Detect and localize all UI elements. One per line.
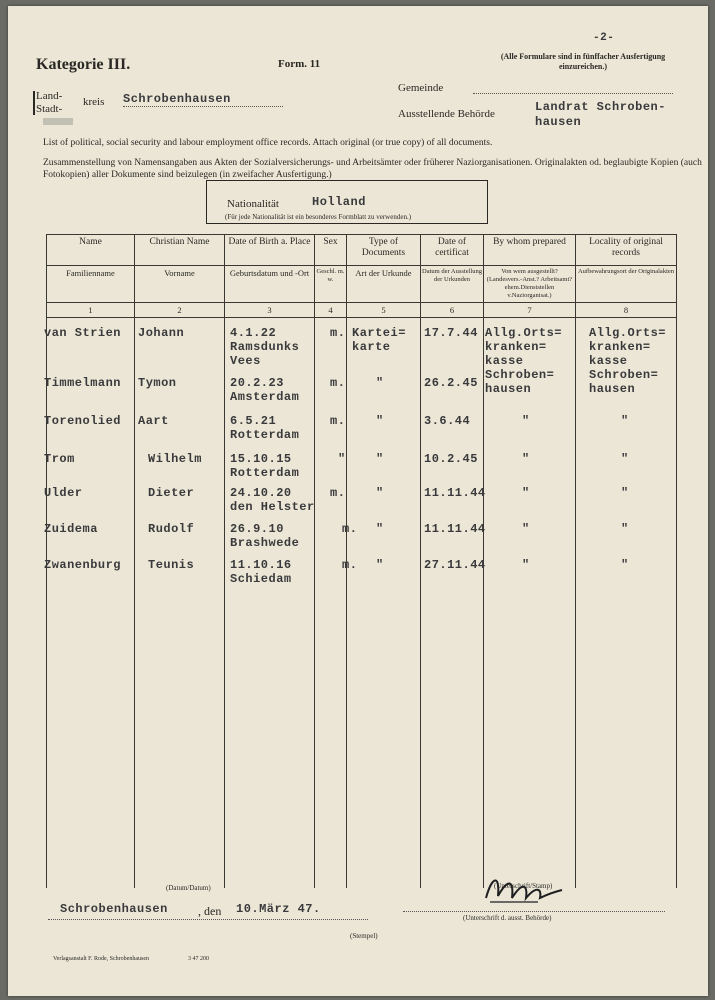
cell-cert-date: 27.11.44 xyxy=(424,558,486,572)
category-title: Kategorie III. xyxy=(36,56,131,73)
cell-name: Torenolied xyxy=(44,414,122,428)
signature-label-top: (Unterschrift/Stamp) xyxy=(494,882,553,890)
cell-locality-5: hausen xyxy=(589,382,636,396)
date-label: (Datum/Datum) xyxy=(166,884,211,892)
cell-birth-place-2: Vees xyxy=(230,354,261,368)
cell-birth-place: den Helster xyxy=(230,500,315,514)
cell-birth-place: Ramsdunks xyxy=(230,340,300,354)
col-number: 3 xyxy=(225,303,315,318)
signature-mark xyxy=(478,868,568,913)
cell-prepared-by: " xyxy=(522,414,530,428)
cell-birth-date: 11.10.16 xyxy=(230,558,292,572)
cell-locality: Allg.Orts= xyxy=(589,326,667,340)
cell-locality: " xyxy=(621,522,629,536)
cell-sex: " xyxy=(338,452,346,466)
bracket-mark xyxy=(33,91,35,115)
signature-label-bottom: (Unterschrift d. ausst. Behörde) xyxy=(463,914,552,922)
cell-sex: m. xyxy=(330,376,346,390)
cell-prepared-by-2: kranken= xyxy=(485,340,547,354)
col-header-sex: Sex xyxy=(315,235,347,266)
header-row-english xyxy=(47,235,677,266)
col-header-doc-type: Type of Documents xyxy=(347,235,421,266)
cell-cert-date: 11.11.44 xyxy=(424,522,486,536)
cell-sex: m. xyxy=(342,558,358,572)
cell-first-name: Aart xyxy=(138,414,169,428)
cell-prepared-by: Allg.Orts= xyxy=(485,326,563,340)
cell-birth-date: 24.10.20 xyxy=(230,486,292,500)
signing-date: 10.März 47. xyxy=(236,902,321,916)
cell-cert-date: 10.2.45 xyxy=(424,452,478,466)
cell-cert-date: 26.2.45 xyxy=(424,376,478,390)
col-header-prepared-by: By whom prepared xyxy=(484,235,576,266)
col-header-locality: Locality of original records xyxy=(576,235,677,266)
cell-birth-place: Rotterdam xyxy=(230,428,300,442)
col-header-art: Art der Urkunde xyxy=(347,266,421,303)
cell-cert-date: 17.7.44 xyxy=(424,326,478,340)
redaction-mark xyxy=(43,118,73,125)
cell-prepared-by: " xyxy=(522,558,530,572)
cell-doc-type-2: karte xyxy=(352,340,391,354)
cell-doc-type: " xyxy=(376,522,384,536)
col-header-familienname: Familienname xyxy=(47,266,135,303)
stadt-label: Stadt- xyxy=(36,103,63,115)
nationality-box xyxy=(206,180,488,224)
cell-sex: m. xyxy=(330,414,346,428)
cell-name: Ulder xyxy=(44,486,83,500)
col-header-christian-name: Christian Name xyxy=(135,235,225,266)
cell-birth-place: Schiedam xyxy=(230,572,292,586)
cell-locality-2: kranken= xyxy=(589,340,651,354)
col-header-vorname: Vorname xyxy=(135,266,225,303)
page-number: -2- xyxy=(593,32,615,44)
cell-birth-place: Brashwede xyxy=(230,536,300,550)
signature-line xyxy=(403,910,665,912)
nationality-value: Holland xyxy=(312,195,366,209)
col-header-aufbewahrungsort: Aufbewahrungsort der Originalakten xyxy=(576,266,677,303)
cell-birth-date: 20.2.23 xyxy=(230,376,284,390)
nationality-note: (Für jede Nationalität ist ein besonderes Formblatt zu verwenden.) xyxy=(225,213,412,221)
col-header-birth: Date of Birth a. Place xyxy=(225,235,315,266)
cell-locality: " xyxy=(621,452,629,466)
cell-locality-3: kasse xyxy=(589,354,628,368)
cell-prepared-by: " xyxy=(522,452,530,466)
cell-first-name: Tymon xyxy=(138,376,177,390)
cell-birth-date: 6.5.21 xyxy=(230,414,277,428)
cell-birth-date: 15.10.15 xyxy=(230,452,292,466)
cell-prepared-by: " xyxy=(522,486,530,500)
cell-locality: " xyxy=(621,558,629,572)
col-header-geschlecht: Geschl. m. w. xyxy=(315,266,347,303)
gemeinde-label: Gemeinde xyxy=(398,82,444,94)
col-header-name: Name xyxy=(47,235,135,266)
cell-sex: m. xyxy=(330,326,346,340)
gemeinde-value-line xyxy=(473,92,673,94)
cell-cert-date: 11.11.44 xyxy=(424,486,486,500)
behoerde-label: Ausstellende Behörde xyxy=(398,108,495,120)
cell-doc-type: " xyxy=(376,486,384,500)
printer-imprint: Verlagsanstalt F. Rode, Schrobenhausen xyxy=(53,956,149,962)
cell-first-name: Johann xyxy=(138,326,185,340)
header-row-german xyxy=(47,266,677,303)
cell-cert-date: 3.6.44 xyxy=(424,414,471,428)
cell-locality: " xyxy=(621,414,629,428)
cell-name: Trom xyxy=(44,452,75,466)
den-label: , den xyxy=(198,904,222,918)
date-line xyxy=(48,918,368,920)
cell-doc-type: " xyxy=(376,452,384,466)
cell-birth-place: Amsterdam xyxy=(230,390,300,404)
col-number: 4 xyxy=(315,303,347,318)
table-body xyxy=(47,318,677,889)
signing-place: Schrobenhausen xyxy=(60,902,168,916)
land-stadt-label xyxy=(36,90,62,116)
cell-prepared-by: " xyxy=(522,522,530,536)
cell-birth-date: 26.9.10 xyxy=(230,522,284,536)
col-header-von-wem: Von wem ausgestellt? (Landesvers.-Anst.? Arbeitsamt? ehem.Dienststellen v.Naziorganisat.) xyxy=(484,266,576,303)
cell-doc-type: " xyxy=(376,414,384,428)
cell-first-name: Rudolf xyxy=(148,522,195,536)
instructions-english: List of political, social security and labour employment office records. Attach original (or true copy) of all documents. xyxy=(43,138,493,148)
cell-name: Zuidema xyxy=(44,522,98,536)
form-number: Form. 11 xyxy=(278,58,321,70)
cell-name: Zwanenburg xyxy=(44,558,122,572)
behoerde-value: Landrat Schroben-hausen xyxy=(535,100,666,129)
header-row-numbers xyxy=(47,303,677,318)
col-number: 7 xyxy=(484,303,576,318)
cell-locality-4: Schroben= xyxy=(589,368,659,382)
cell-name: Timmelmann xyxy=(44,376,122,390)
col-header-cert-date: Date of certificat xyxy=(421,235,484,266)
kreis-label: kreis xyxy=(83,96,105,108)
cell-locality: " xyxy=(621,486,629,500)
cell-first-name: Wilhelm xyxy=(148,452,202,466)
cell-sex: m. xyxy=(342,522,358,536)
form-sheet xyxy=(8,6,708,996)
cell-doc-type: " xyxy=(376,558,384,572)
stamp-label: (Stempel) xyxy=(350,932,378,940)
cell-birth-place: Rotterdam xyxy=(230,466,300,480)
cell-prepared-by-4: Schroben= xyxy=(485,368,555,382)
cell-first-name: Dieter xyxy=(148,486,195,500)
cell-doc-type: Kartei= xyxy=(352,326,406,340)
print-number: 3 47 200 xyxy=(188,956,209,962)
cell-birth-date: 4.1.22 xyxy=(230,326,277,340)
col-number: 2 xyxy=(135,303,225,318)
cell-sex: m. xyxy=(330,486,346,500)
col-header-geburtsdatum: Geburtsdatum und -Ort xyxy=(225,266,315,303)
cell-prepared-by-3: kasse xyxy=(485,354,524,368)
cell-name: van Strien xyxy=(44,326,122,340)
cell-doc-type: " xyxy=(376,376,384,390)
col-number: 5 xyxy=(347,303,421,318)
copies-note: (Alle Formulare sind in fünffacher Ausfertigung einzureichen.) xyxy=(500,52,666,71)
instructions-german: Zusammenstellung von Namensangaben aus Akten der Sozialversicherungs- und Arbeitsämter oder früherer Naziorganisationen. Originalakten od. beglaubigte Kopien (auch Fotokopien) aller Dokumente sind beizulegen (in zweifacher Ausfertigung.) xyxy=(43,158,702,180)
cell-prepared-by-5: hausen xyxy=(485,382,532,396)
land-label: Land- xyxy=(36,90,63,102)
col-header-datum: Datum der Ausstellung der Urkunden xyxy=(421,266,484,303)
col-number: 1 xyxy=(47,303,135,318)
col-number: 8 xyxy=(576,303,677,318)
col-number: 6 xyxy=(421,303,484,318)
nationality-label: Nationalität xyxy=(227,198,279,210)
kreis-value: Schrobenhausen xyxy=(123,92,283,107)
cell-first-name: Teunis xyxy=(148,558,195,572)
